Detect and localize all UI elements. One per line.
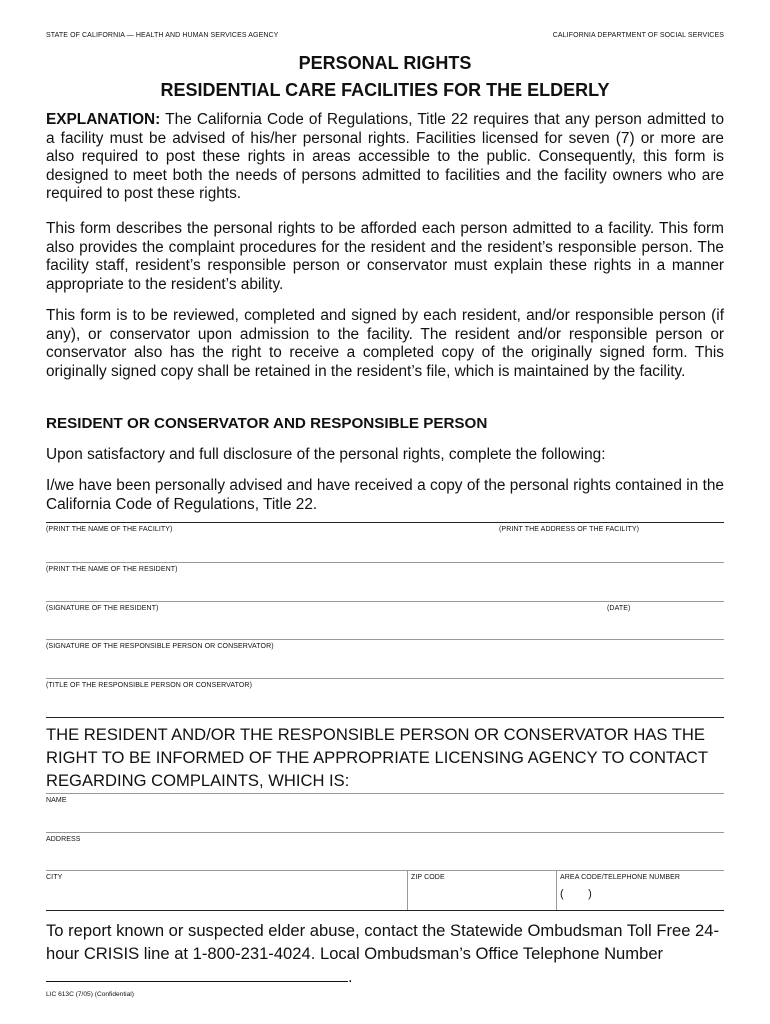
section-heading: RESIDENT OR CONSERVATOR AND RESPONSIBLE PERSON (46, 415, 488, 432)
explanation-paragraph-2: This form describes the personal rights to be afforded each person admitted to a facility. This form also provides the complaint procedures for the resident and the resident’s responsible person. The facility staff, resident’s responsible person or conservator must explain these rights in a manner appropriate to the resident’s ability. (46, 220, 724, 293)
form-id: LIC 613C (7/05) (Confidential) (46, 991, 134, 998)
department-header: CALIFORNIA DEPARTMENT OF SOCIAL SERVICES (552, 32, 724, 39)
agency-name-field[interactable]: NAME (46, 797, 67, 804)
resident-signature-line (46, 601, 724, 602)
facility-name-field[interactable]: (PRINT THE NAME OF THE FACILITY) (46, 526, 173, 533)
phone-divider (556, 870, 557, 910)
explanation-text-1: The California Code of Regulations, Title 22 requires that any person admitted to a facility must be advised of his/her personal rights. Facilities licensed for seven (7) or more are also required to post these rights in areas accessible to the public. Consequently, this form is designed to meet both the needs of persons admitted to facilities and the facility owners who are required to post these rights. (46, 111, 725, 203)
agency-name-line (46, 793, 724, 794)
ombudsman-notice (46, 919, 726, 988)
zip-divider (407, 870, 408, 910)
resident-signature-field[interactable]: (SIGNATURE OF THE RESIDENT) (46, 605, 159, 612)
explanation-label: EXPLANATION: (46, 111, 161, 128)
agency-phone-field[interactable]: ( ) (560, 888, 592, 900)
responsible-title-line (46, 678, 724, 679)
responsible-signature-line (46, 639, 724, 640)
facility-line (46, 522, 724, 523)
form-title: PERSONAL RIGHTS (298, 53, 472, 73)
form-subtitle: RESIDENTIAL CARE FACILITIES FOR THE ELDERLY (160, 80, 610, 100)
ombudsman-separator (46, 910, 724, 911)
ombudsman-text: To report known or suspected elder abuse, contact the Statewide Ombudsman Toll Free 24-hour CRISIS line at 1-800-231-4024. Local Ombudsman’s Office Telephone Number (46, 921, 720, 963)
explanation-paragraph-3: This form is to be reviewed, completed and signed by each resident, and/or responsible person (if any), or conservator upon admission to the facility. The resident and/or responsible person or conservator also has the right to receive a completed copy of the originally signed form. This originally signed copy shall be retained in the resident’s file, which is maintained by the facility. (46, 307, 724, 380)
acknowledgement-text: I/we have been personally advised and have received a copy of the personal rights contained in the California Code of Regulations, Title 22. (46, 477, 724, 513)
agency-address-line (46, 832, 724, 833)
resident-name-line (46, 562, 724, 563)
explanation-paragraph-1 (46, 111, 724, 204)
agency-address-field[interactable]: ADDRESS (46, 836, 81, 843)
resident-name-field[interactable]: (PRINT THE NAME OF THE RESIDENT) (46, 566, 178, 573)
agency-header: STATE OF CALIFORNIA — HEALTH AND HUMAN SERVICES AGENCY (46, 32, 279, 39)
agency-city-field[interactable]: CITY (46, 874, 63, 881)
licensing-statement: THE RESIDENT AND/OR THE RESPONSIBLE PERSON OR CONSERVATOR HAS THE RIGHT TO BE INFORMED OF THE APPROPRIATE LICENSING AGENCY TO CONTACT REGARDING COMPLAINTS, WHICH IS: (46, 725, 708, 790)
agency-zip-field[interactable]: ZIP CODE (411, 874, 445, 881)
responsible-title-field[interactable]: (TITLE OF THE RESPONSIBLE PERSON OR CONSERVATOR) (46, 682, 253, 689)
agency-phone-label: AREA CODE/TELEPHONE NUMBER (560, 874, 681, 881)
licensing-separator (46, 717, 724, 718)
responsible-signature-field[interactable]: (SIGNATURE OF THE RESPONSIBLE PERSON OR CONSERVATOR) (46, 643, 274, 650)
agency-city-line (46, 870, 724, 871)
local-ombudsman-phone-field[interactable] (46, 967, 348, 982)
date-field[interactable]: (DATE) (607, 605, 631, 612)
ombudsman-period: . (348, 967, 353, 986)
disclosure-intro: Upon satisfactory and full disclosure of the personal rights, complete the following: (46, 446, 606, 463)
facility-address-field[interactable]: (PRINT THE ADDRESS OF THE FACILITY) (499, 526, 640, 533)
